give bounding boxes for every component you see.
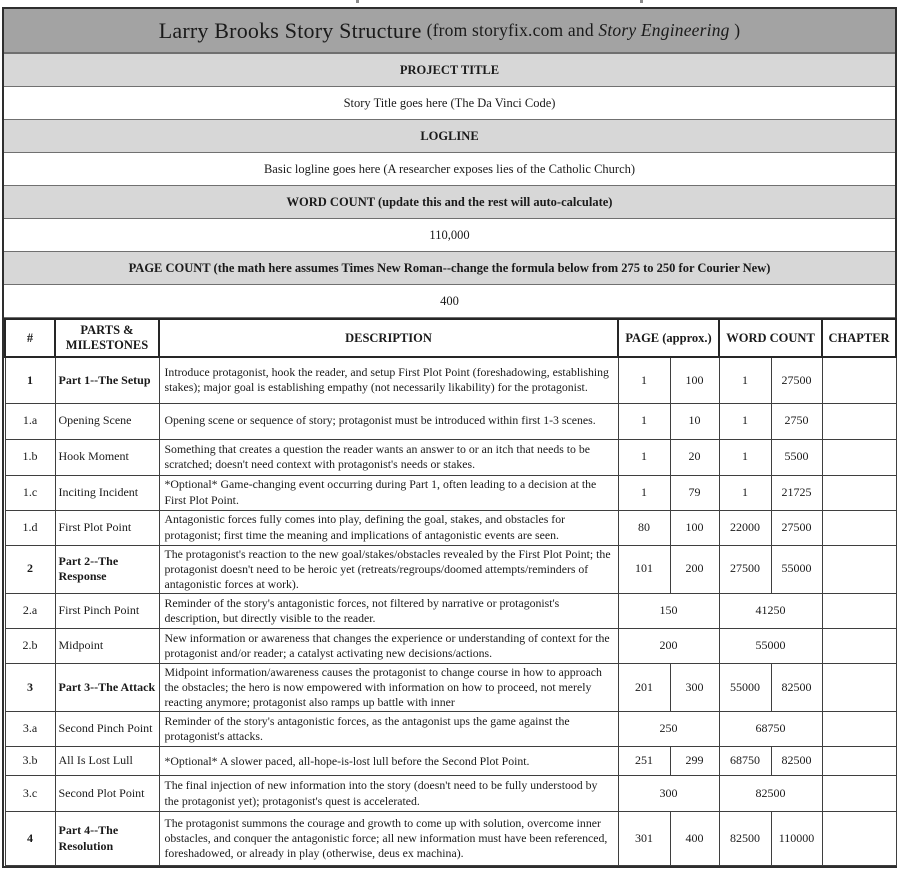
milestone-description: Something that creates a question the reader wants an answer to or an itch that needs to be scratched; doesn't need context with protagonist's needs or stakes. [159,439,618,475]
word-start: 1 [719,357,771,403]
col-header-number: # [5,319,55,357]
title-paren-suffix: ) [729,20,741,40]
word-merged: 82500 [719,776,822,812]
word-count-header: WORD COUNT (update this and the rest will auto-calculate) [4,186,895,219]
page-end: 200 [670,545,719,593]
word-start: 82500 [719,812,771,866]
milestone-name: All Is Lost Lull [55,747,159,776]
page-end: 100 [670,510,719,545]
page-end: 79 [670,475,719,510]
word-start: 27500 [719,545,771,593]
title-paren-prefix: (from storyfix.com and [426,20,599,40]
word-end: 82500 [771,663,822,711]
milestone-name: Midpoint [55,628,159,663]
milestone-name: Part 2--The Response [55,545,159,593]
row-number: 2 [5,545,55,593]
row-number: 1.c [5,475,55,510]
page-merged: 300 [618,776,719,812]
word-end: 110000 [771,812,822,866]
page-start: 80 [618,510,670,545]
page-merged: 250 [618,712,719,747]
word-start: 1 [719,475,771,510]
page-count-value[interactable]: 400 [4,285,895,318]
chapter-cell[interactable] [822,812,896,866]
chapter-cell[interactable] [822,747,896,776]
page-end: 10 [670,403,719,439]
milestone-name: Hook Moment [55,439,159,475]
sheet-title-main: Larry Brooks Story Structure [158,17,422,43]
logline-header: LOGLINE [4,120,895,153]
milestone-description: *Optional* A slower paced, all-hope-is-lost lull before the Second Plot Point. [159,747,618,776]
page-merged: 150 [618,593,719,628]
word-merged: 55000 [719,628,822,663]
table-row [5,776,896,812]
milestone-description: Midpoint information/awareness causes the protagonist to change course in how to approach the obstacles; the hero is now empowered with information on how to proceed, not merely reacting anymore; protagonist also ramps up battle with inner [159,663,618,711]
row-number: 1.b [5,439,55,475]
word-end: 82500 [771,747,822,776]
milestone-name: Part 4--The Resolution [55,812,159,866]
page-start: 1 [618,403,670,439]
word-end: 27500 [771,510,822,545]
page-end: 400 [670,812,719,866]
page-start: 251 [618,747,670,776]
page-end: 299 [670,747,719,776]
project-title-value[interactable]: Story Title goes here (The Da Vinci Code) [4,87,895,120]
table-row [5,628,896,663]
sheet-title-source [427,20,741,41]
story-structure-table [4,318,897,866]
page-merged: 200 [618,628,719,663]
row-number: 1 [5,357,55,403]
milestone-name: First Plot Point [55,510,159,545]
milestone-description: Reminder of the story's antagonistic forces, not filtered by narrative or protagonist's description, but directly visible to the reader. [159,593,618,628]
row-number: 3.a [5,712,55,747]
chapter-cell[interactable] [822,593,896,628]
col-header-parts-milestones: PARTS & MILESTONES [55,319,159,357]
page-end: 300 [670,663,719,711]
milestone-description: *Optional* Game-changing event occurring during Part 1, often leading to a decision at the First Plot Point. [159,475,618,510]
table-header-row [5,319,896,357]
page-start: 1 [618,439,670,475]
chapter-cell[interactable] [822,663,896,711]
table-row [5,812,896,866]
chapter-cell[interactable] [822,712,896,747]
chapter-cell[interactable] [822,545,896,593]
word-end: 27500 [771,357,822,403]
page-start: 1 [618,475,670,510]
milestone-name: Part 1--The Setup [55,357,159,403]
milestone-description: Reminder of the story's antagonistic forces, as the antagonist ups the game against the protagonist's attacks. [159,712,618,747]
word-start: 68750 [719,747,771,776]
story-structure-sheet [2,7,897,868]
milestone-name: Part 3--The Attack [55,663,159,711]
row-number: 2.b [5,628,55,663]
word-end: 21725 [771,475,822,510]
word-start: 55000 [719,663,771,711]
col-header-chapter: CHAPTER [822,319,896,357]
col-header-page: PAGE (approx.) [618,319,719,357]
row-number: 4 [5,812,55,866]
table-row [5,593,896,628]
word-end: 2750 [771,403,822,439]
row-number: 3.c [5,776,55,812]
project-title-header: PROJECT TITLE [4,54,895,87]
chapter-cell[interactable] [822,776,896,812]
row-number: 3.b [5,747,55,776]
page-margin-tick [356,0,359,3]
table-row [5,545,896,593]
chapter-cell[interactable] [822,403,896,439]
page-margin-tick [640,0,643,3]
word-start: 1 [719,403,771,439]
row-number: 3 [5,663,55,711]
page-count-header: PAGE COUNT (the math here assumes Times New Roman--change the formula below from 275 to 250 for Courier New) [4,252,895,285]
table-row [5,439,896,475]
word-end: 55000 [771,545,822,593]
table-row [5,747,896,776]
page-end: 20 [670,439,719,475]
word-merged: 41250 [719,593,822,628]
chapter-cell[interactable] [822,439,896,475]
milestone-description: The protagonist summons the courage and growth to come up with solution, overcome inner obstacles, and conquer the antagonistic force; all new information must have been referenced, foreshadowed, or already in play (otherwise, deus ex machina). [159,812,618,866]
chapter-cell[interactable] [822,357,896,403]
table-row [5,510,896,545]
col-header-description: DESCRIPTION [159,319,618,357]
word-start: 1 [719,439,771,475]
row-number: 1.a [5,403,55,439]
row-number: 2.a [5,593,55,628]
sheet-title [4,9,895,54]
milestone-name: Second Plot Point [55,776,159,812]
milestone-description: Antagonistic forces fully comes into play, defining the goal, stakes, and obstacles for protagonist; first time the meaning and implications of antagonistic events are seen. [159,510,618,545]
page-start: 201 [618,663,670,711]
milestone-name: Second Pinch Point [55,712,159,747]
chapter-cell[interactable] [822,475,896,510]
milestone-description: The protagonist's reaction to the new goal/stakes/obstacles revealed by the First Plot Point; the protagonist doesn't need to be heroic yet (retreats/regroups/doomed attempts/reminders of antagonistic forces at work). [159,545,618,593]
milestone-name: First Pinch Point [55,593,159,628]
row-number: 1.d [5,510,55,545]
milestone-name: Inciting Incident [55,475,159,510]
milestone-description: New information or awareness that changes the experience or understanding of context for the protagonist and/or reader; a catalyst activating new decisions/actions. [159,628,618,663]
chapter-cell[interactable] [822,628,896,663]
milestone-description: Opening scene or sequence of story; protagonist must be introduced within first 1-3 scenes. [159,403,618,439]
chapter-cell[interactable] [822,510,896,545]
milestone-name: Opening Scene [55,403,159,439]
word-start: 22000 [719,510,771,545]
logline-value[interactable]: Basic logline goes here (A researcher exposes lies of the Catholic Church) [4,153,895,186]
page-start: 101 [618,545,670,593]
title-paren-book: Story Engineering [598,20,730,40]
page-start: 1 [618,357,670,403]
table-row [5,475,896,510]
table-row [5,663,896,711]
word-count-value[interactable]: 110,000 [4,219,895,252]
page-end: 100 [670,357,719,403]
milestone-description: Introduce protagonist, hook the reader, and setup First Plot Point (foreshadowing, establishing stakes); major goal is establishing empathy (not necessarily likability) for the protagonist. [159,357,618,403]
word-merged: 68750 [719,712,822,747]
table-row [5,357,896,403]
col-header-word-count: WORD COUNT [719,319,822,357]
page-start: 301 [618,812,670,866]
table-row [5,712,896,747]
word-end: 5500 [771,439,822,475]
milestone-description: The final injection of new information into the story (doesn't need to be fully understood by the protagonist yet); protagonist's quest is accelerated. [159,776,618,812]
table-row [5,403,896,439]
